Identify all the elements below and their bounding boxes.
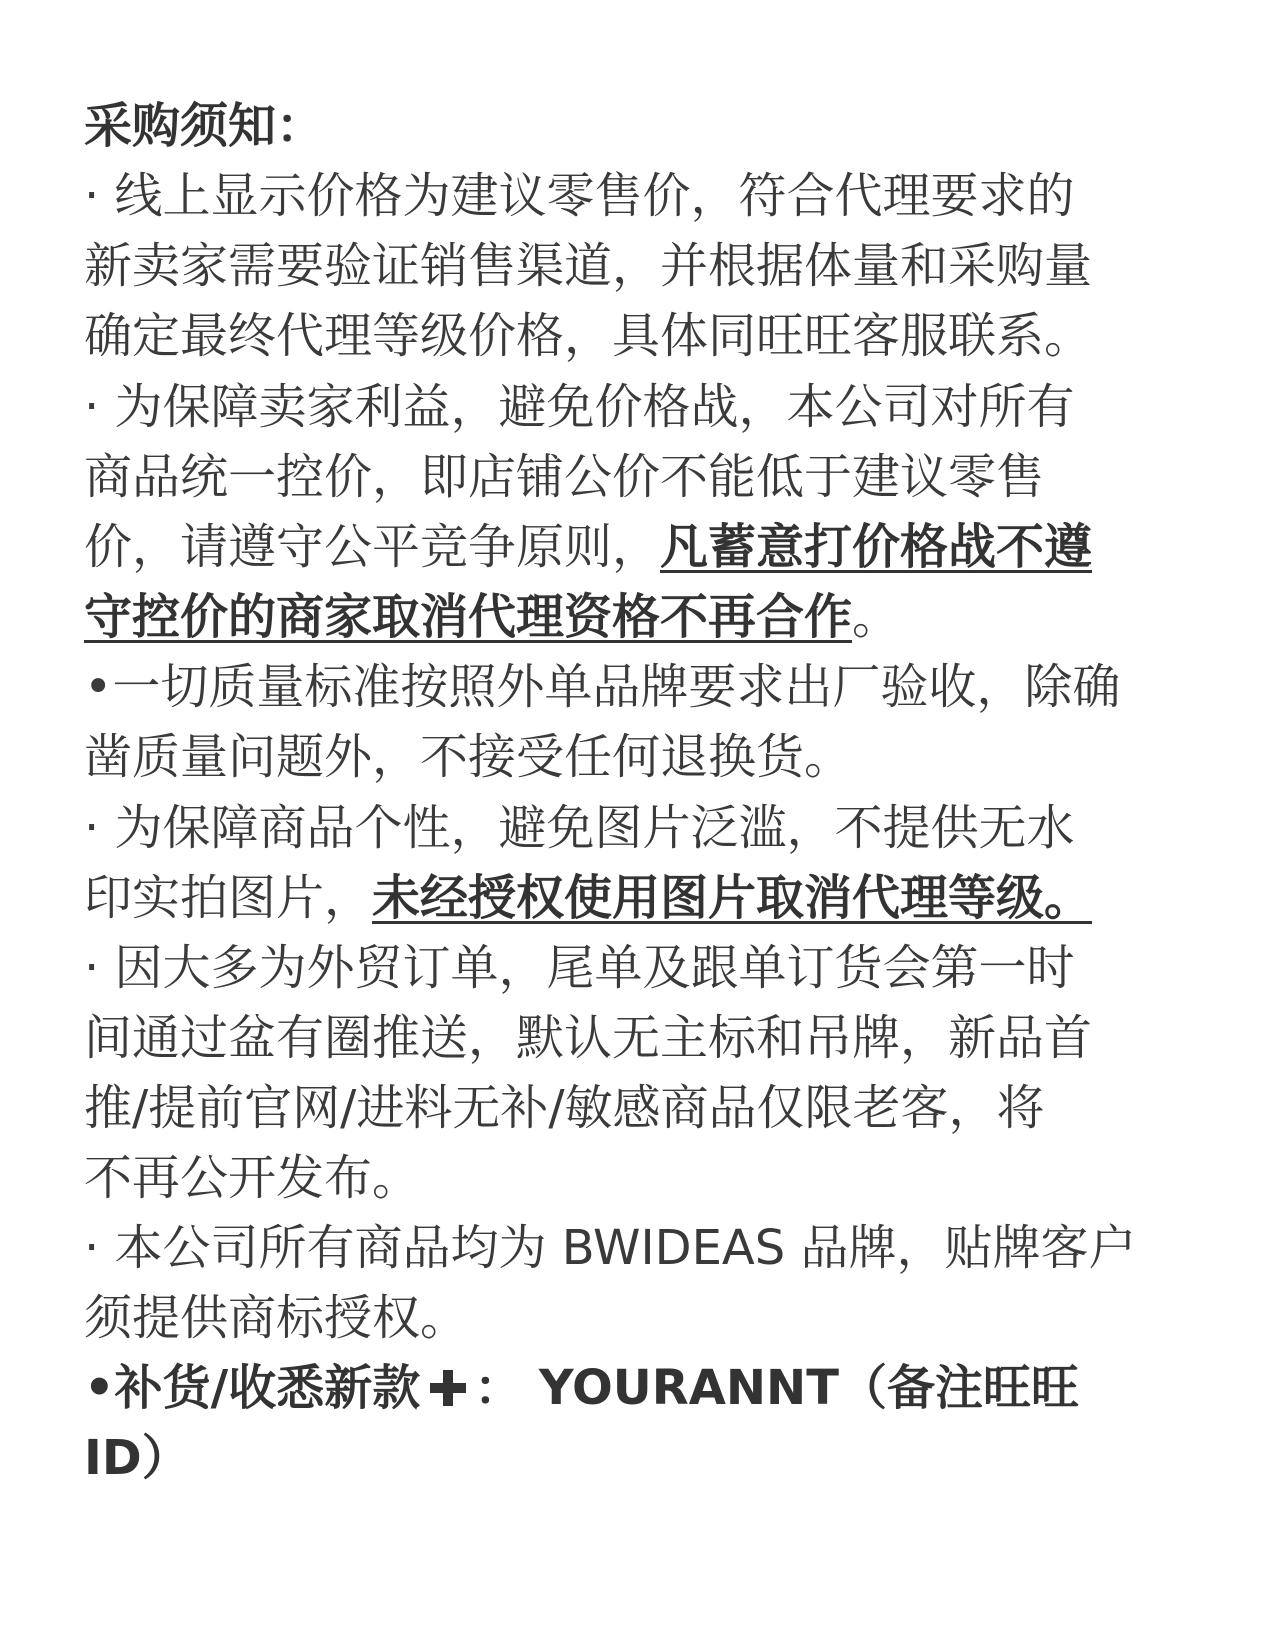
contact-id: ： YOURANNT（备注旺旺 <box>474 1360 1079 1416</box>
emphasis-warning: 凡蓄意打价格战不遵 <box>660 519 1093 575</box>
notice-line: · 本公司所有商品均为 BWIDEAS 品牌，贴牌客户 <box>84 1220 1137 1276</box>
notice-line: · 为保障卖家利益，避免价格战，本公司对所有 <box>84 379 1075 435</box>
notice-line: 凿质量问题外，不接受任何退换货。 <box>84 729 853 785</box>
notice-line-mixed <box>84 511 1092 583</box>
notice-line: •一切质量标准按照外单品牌要求出厂验收，除确 <box>84 659 1121 715</box>
notice-line: · 线上显示价格为建议零售价，符合代理要求的 <box>84 168 1075 224</box>
contact-line <box>84 1352 1079 1424</box>
notice-text: 印实拍图片， <box>84 870 373 926</box>
notice-line: 确定最终代理等级价格，具体同旺旺客服联系。 <box>84 308 1093 364</box>
notice-line-mixed <box>84 581 900 653</box>
notice-line: 新卖家需要验证销售渠道，并根据体量和采购量 <box>84 238 1093 294</box>
notice-line-mixed <box>84 862 1092 934</box>
plus-icon <box>428 1368 468 1408</box>
contact-line: ID） <box>84 1430 190 1486</box>
notice-title: 采购须知： <box>84 98 325 154</box>
notice-text: 价，请遵守公平竞争原则， <box>84 519 661 575</box>
emphasis-warning: 未经授权使用图片取消代理等级。 <box>372 870 1093 926</box>
notice-line: 须提供商标授权。 <box>84 1290 469 1346</box>
contact-label: •补货/收悉新款 <box>84 1360 421 1416</box>
notice-line: · 因大多为外贸订单，尾单及跟单订货会第一时 <box>84 940 1075 996</box>
emphasis-warning: 守控价的商家取消代理资格不再合作 <box>84 589 853 645</box>
notice-line: 推/提前官网/进料无补/敏感商品仅限老客，将 <box>84 1080 1045 1136</box>
notice-text: 。 <box>852 589 901 645</box>
notice-line: · 为保障商品个性，避免图片泛滥，不提供无水 <box>84 800 1075 856</box>
notice-line: 间通过盆有圈推送，默认无主标和吊牌，新品首 <box>84 1010 1093 1066</box>
notice-line: 商品统一控价，即店铺公价不能低于建议零售 <box>84 449 1045 505</box>
notice-line: 不再公开发布。 <box>84 1150 421 1206</box>
